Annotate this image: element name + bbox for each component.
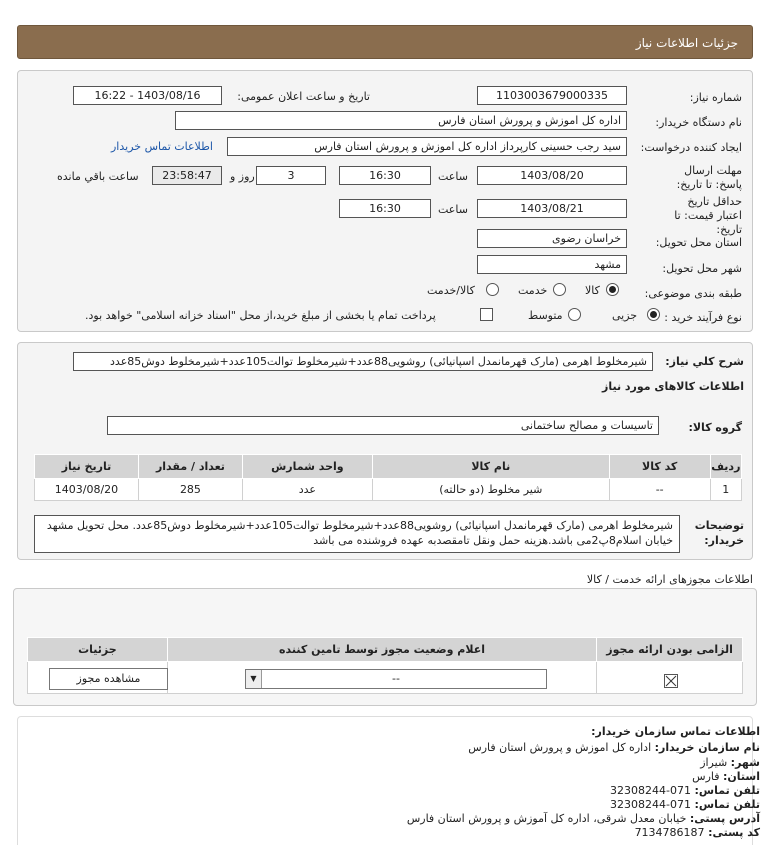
city-label: شهر محل تحویل: (662, 262, 742, 275)
validity-label: حداقل تاریخ اعتبار قیمت: تا تاریخ: (674, 195, 742, 236)
category-both-label: کالا/خدمت (427, 284, 475, 297)
cross-icon (665, 675, 677, 687)
goods-table (34, 454, 742, 501)
buyer-org-label: نام دستگاه خریدار: (655, 116, 742, 129)
announce-label: تاریخ و ساعت اعلان عمومی: (237, 90, 370, 103)
category-goods-label: کالا (585, 284, 600, 297)
province-label: استان محل تحویل: (655, 236, 742, 249)
category-radio-service[interactable] (553, 283, 566, 296)
permit-required-checkbox (664, 674, 678, 688)
deadline-time-label: ساعت (438, 170, 468, 183)
deadline-label: مهلت ارسال پاسخ: تا تاریخ: (676, 164, 742, 191)
contact-city-line (700, 756, 760, 769)
announce-field: 1403/08/16 - 16:22 (73, 86, 222, 105)
need-number-field: 1103003679000335 (477, 86, 627, 105)
process-label: نوع فرآیند خرید : (664, 311, 742, 324)
days-field: 3 (256, 166, 326, 185)
view-permit-button[interactable]: مشاهده مجوز (49, 668, 168, 690)
category-radio-both[interactable] (486, 283, 499, 296)
col-status: اعلام وضعیت مجوز توسط تامین کننده (167, 638, 596, 662)
table-row (35, 479, 742, 501)
page-header (17, 25, 753, 59)
summary-field: شیرمخلوط اهرمی (مارک قهرمانمدل اسپانیائی) روشویی88عدد+شیرمخلوط توالت105عدد+شیرمخلوط دوش85عدد (73, 352, 653, 371)
remaining-label: ساعت باقي مانده (57, 170, 139, 183)
cell-date: 1403/08/20 (35, 479, 139, 501)
buyer-org-field: اداره کل اموزش و پرورش استان فارس (175, 111, 627, 130)
goods-group-label: گروه کالا: (688, 421, 742, 434)
city-field: مشهد (477, 255, 627, 274)
contact-postal-line (635, 826, 760, 839)
contact-city-value: شیراز (700, 756, 728, 769)
permit-status-value: -- (392, 672, 400, 685)
col-details: جزئیات (28, 638, 168, 662)
permits-title: اطلاعات مجوزهای ارائه خدمت / کالا (586, 573, 753, 586)
deadline-time-field: 16:30 (339, 166, 431, 185)
cell-row: 1 (710, 479, 741, 501)
contact-province-value: فارس (692, 770, 720, 783)
cell-code: -- (609, 479, 710, 501)
goods-group-field: تاسیسات و مصالح ساختمانی (107, 416, 659, 435)
payment-checkbox[interactable] (480, 308, 493, 321)
goods-title: اطلاعات کالاهای مورد نیاز (602, 380, 744, 393)
contact-province-label: استان: (723, 770, 760, 783)
contact-fax-value: 071-32308244 (610, 798, 692, 811)
creator-field: سید رجب حسینی کارپرداز اداره کل اموزش و پرورش استان فارس (227, 137, 627, 156)
contact-address-line (407, 812, 760, 825)
permits-table-header (28, 638, 743, 662)
process-radio-minor[interactable] (647, 308, 660, 321)
contact-province-line (692, 770, 760, 783)
validity-time-field: 16:30 (339, 199, 431, 218)
process-radio-medium[interactable] (568, 308, 581, 321)
process-minor-label: جزیی (612, 309, 638, 322)
contact-city-label: شهر: (730, 756, 760, 769)
category-radio-goods[interactable] (606, 283, 619, 296)
contact-address-value: خیابان معدل شرقی، اداره کل آموزش و پرورش استان فارس (406, 812, 687, 825)
col-code: کد کالا (609, 455, 710, 479)
contact-postal-label: کد پستی: (708, 826, 760, 839)
category-label: طبقه بندی موضوعی: (644, 287, 742, 300)
chevron-down-icon: ▼ (246, 670, 262, 688)
col-required: الزامی بودن ارائه مجوز (597, 638, 743, 662)
permit-status-select[interactable] (245, 669, 547, 689)
contact-phone-line (610, 784, 760, 797)
goods-table-header (35, 455, 742, 479)
col-qty: تعداد / مقدار (138, 455, 242, 479)
summary-label: شرح کلي نياز: (665, 355, 744, 368)
contact-title: اطلاعات تماس سازمان خریدار: (591, 725, 760, 738)
buyer-notes-label: توضیحات خریدار: (694, 519, 744, 547)
need-number-label: شماره نیاز: (689, 91, 742, 104)
remaining-time-field: 23:58:47 (152, 166, 222, 185)
province-field: خراسان رضوی (477, 229, 627, 248)
cell-name: شیر مخلوط (دو حالته) (372, 479, 609, 501)
contact-phone-value: 071-32308244 (610, 784, 692, 797)
contact-org-value: اداره کل اموزش و پرورش استان فارس (468, 741, 652, 754)
contact-postal-value: 7134786187 (634, 826, 705, 839)
contact-fax-line (610, 798, 760, 811)
col-date: تاریخ نیاز (35, 455, 139, 479)
category-service-label: خدمت (518, 284, 548, 297)
contact-phone-label: تلفن تماس: (694, 784, 760, 797)
col-row: ردیف (710, 455, 741, 479)
validity-date-field: 1403/08/21 (477, 199, 627, 218)
days-label: روز و (230, 170, 255, 183)
col-unit: واحد شمارش (242, 455, 372, 479)
cell-unit: عدد (242, 479, 372, 501)
validity-time-label: ساعت (438, 203, 468, 216)
payment-note: پرداخت تمام یا بخشی از مبلغ خرید،از محل "اسناد خزانه اسلامی" خواهد بود. (85, 309, 436, 322)
contact-address-label: آدرس پستی: (689, 812, 760, 825)
page-title: جزئیات اطلاعات نیاز (635, 36, 738, 50)
buyer-contact-link[interactable]: اطلاعات تماس خریدار (111, 140, 213, 153)
deadline-date-field: 1403/08/20 (477, 166, 627, 185)
buyer-notes-field: شیرمخلوط اهرمی (مارک قهرمانمدل اسپانیائی) روشویی88عدد+شیرمخلوط توالت105عدد+شیرمخلوط دوش85عدد. محل تحویل مشهد خیابان اسلام8پ2می باشد.هزینه حمل ونقل تامقصدبه عهده فروشنده می باشد (34, 515, 680, 553)
contact-org-line (468, 741, 760, 754)
creator-label: ایجاد کننده درخواست: (640, 141, 742, 154)
cell-qty: 285 (138, 479, 242, 501)
contact-fax-label: تلفن تماس: (694, 798, 760, 811)
process-medium-label: متوسط (528, 309, 563, 322)
contact-org-label: نام سازمان خریدار: (654, 741, 760, 754)
col-name: نام کالا (372, 455, 609, 479)
